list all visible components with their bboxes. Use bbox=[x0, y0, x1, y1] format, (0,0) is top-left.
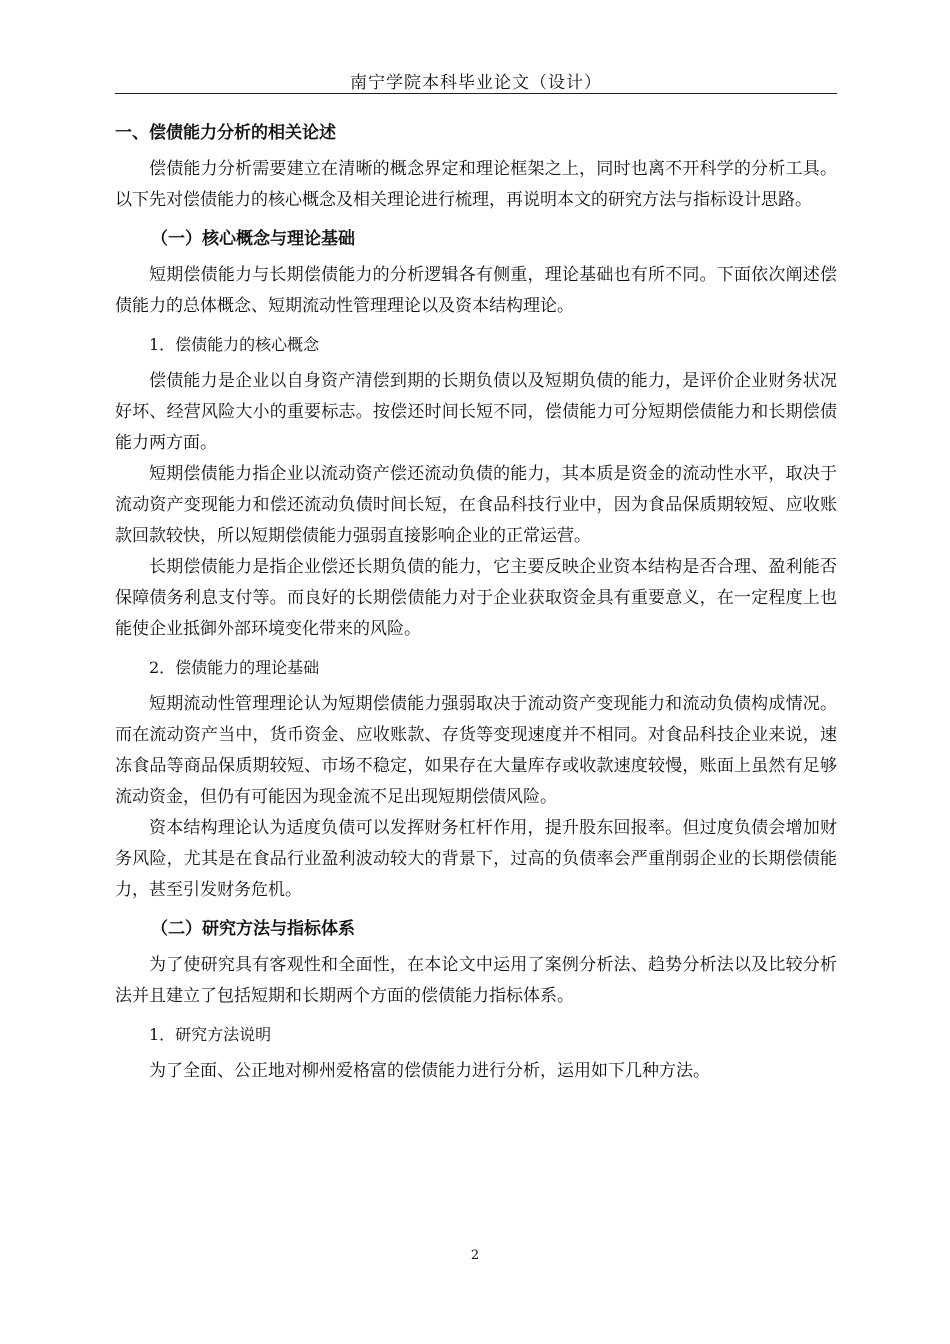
page-number: 2 bbox=[470, 1248, 480, 1263]
header-rule bbox=[115, 93, 837, 94]
paragraph-concept-3: 长期偿债能力是指企业偿还长期负债的能力，它主要反映企业资本结构是否合理、盈利能否保障债务利息支付等。而良好的长期偿债能力对于企业获取资金具有重要意义，在一定程度上也能使企业抵御外部环境变化带来的风险。 bbox=[115, 557, 837, 639]
paragraph-theory-2: 资本结构理论认为适度负债可以发挥财务杠杆作用，提升股东回报率。但过度负债会增加财务风险，尤其是在食品行业盈利波动较大的背景下，过高的负债率会严重削弱企业的长期偿债能力，甚至引发财务危机。 bbox=[115, 818, 837, 900]
section-heading: 一、偿债能力分析的相关论述 bbox=[115, 123, 336, 143]
item-heading-theory: 2．偿债能力的理论基础 bbox=[149, 658, 320, 677]
running-header: 南宁学院本科毕业论文（设计） bbox=[350, 73, 602, 93]
subsection-heading-1: （一）核心概念与理论基础 bbox=[151, 229, 355, 249]
item-heading-concept: 1．偿债能力的核心概念 bbox=[149, 335, 320, 354]
item-heading-methods: 1．研究方法说明 bbox=[149, 1025, 272, 1044]
subsection-heading-2: （二）研究方法与指标体系 bbox=[151, 919, 355, 939]
subsection-1-intro: 短期偿债能力与长期偿债能力的分析逻辑各有侧重，理论基础也有所不同。下面依次阐述偿债能力的总体概念、短期流动性管理理论以及资本结构理论。 bbox=[115, 265, 837, 316]
section-intro-paragraph: 偿债能力分析需要建立在清晰的概念界定和理论框架之上，同时也离不开科学的分析工具。以下先对偿债能力的核心概念及相关理论进行梳理，再说明本文的研究方法与指标设计思路。 bbox=[115, 159, 837, 210]
paragraph-concept-2: 短期偿债能力指企业以流动资产偿还流动负债的能力，其本质是资金的流动性水平，取决于流动资产变现能力和偿还流动负债时间长短，在食品科技行业中，因为食品保质期较短、应收账款回款较快，所以短期偿债能力强弱直接影响企业的正常运营。 bbox=[115, 464, 837, 546]
paragraph-methods-1: 为了全面、公正地对柳州爱格富的偿债能力进行分析，运用如下几种方法。 bbox=[149, 1061, 710, 1081]
paragraph-concept-1: 偿债能力是企业以自身资产清偿到期的长期负债以及短期负债的能力，是评价企业财务状况好坏、经营风险大小的重要标志。按偿还时间长短不同，偿债能力可分短期偿债能力和长期偿债能力两方面。 bbox=[115, 371, 837, 453]
paragraph-theory-1: 短期流动性管理理论认为短期偿债能力强弱取决于流动资产变现能力和流动负债构成情况。而在流动资产当中，货币资金、应收账款、存货等变现速度并不相同。对食品科技企业来说，速冻食品等商品保质期较短、市场不稳定，如果存在大量库存或收款速度较慢，账面上虽然有足够流动资金，但仍有可能因为现金流不足出现短期偿债风险。 bbox=[115, 694, 837, 807]
subsection-2-intro: 为了使研究具有客观性和全面性，在本论文中运用了案例分析法、趋势分析法以及比较分析法并且建立了包括短期和长期两个方面的偿债能力指标体系。 bbox=[115, 955, 837, 1006]
page-body bbox=[115, 112, 837, 1087]
